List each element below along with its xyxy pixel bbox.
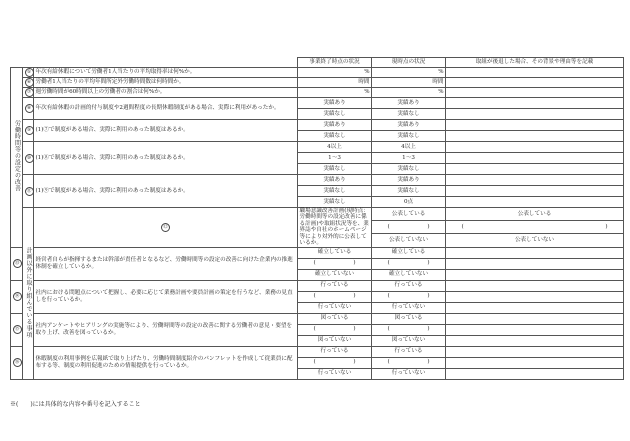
q14-reason-line-2[interactable] xyxy=(446,291,624,302)
q5-end-value[interactable]: % xyxy=(298,68,372,78)
q8-text: 年次有給休暇の計画的付与制度や2週間程度の長期休暇制度がある場合、実際に利用があったか。 xyxy=(34,98,298,120)
q16-reason-line-2[interactable] xyxy=(446,357,624,368)
header-row xyxy=(11,58,624,68)
q16-number: ⑯ xyxy=(13,358,22,367)
q13-text: 経営者自らが指揮するまたは幹部が責任者となるなど、労働時間等の設定の改善に向けた企業内の推進体制を確立しているか。 xyxy=(34,247,298,280)
q11-now-option-nashi[interactable]: 実績なし xyxy=(372,186,446,197)
q14-reason-line-3[interactable] xyxy=(446,302,624,313)
survey-table xyxy=(10,57,624,380)
q15-number: ⑮ xyxy=(13,325,22,334)
q8-reason-line-1[interactable] xyxy=(446,98,624,109)
q13-now-detail[interactable]: ( ) xyxy=(372,258,446,269)
q12-number: ⑫ xyxy=(161,223,170,232)
q10-end-option-nashi[interactable]: 実績なし xyxy=(298,164,372,175)
header-current-status: 現時点の状況 xyxy=(372,58,446,68)
q14-number: ⑭ xyxy=(13,292,22,301)
q9-now-option-nashi[interactable]: 実績なし xyxy=(372,131,446,142)
q9-text: (1)⑦で制度がある場合、実際に利用のあった制度はあるか。 xyxy=(34,120,298,142)
q10-end-option-4[interactable]: 4以上 xyxy=(298,142,372,153)
q10-text: (1)⑧で制度がある場合、実際に利用のあった制度はあるか。 xyxy=(34,142,298,175)
q8-end-option-ari[interactable]: 実績あり xyxy=(298,98,372,109)
section-label-2: 計画以外に取り組んでいる事項 xyxy=(23,208,34,380)
q6-now-value[interactable]: 時間 xyxy=(372,78,446,88)
q15-reason-line-3[interactable] xyxy=(446,335,624,346)
q13-reason-line-3[interactable] xyxy=(446,269,624,280)
row-q10-a xyxy=(11,142,624,153)
q7-text: 週労働時間が60時間以上の労働者の割合は何%か。 xyxy=(34,88,298,98)
q13-number: ⑬ xyxy=(13,259,22,268)
q12-now-option-ari[interactable]: 公表している xyxy=(446,208,624,221)
q5-number: ⑤ xyxy=(25,68,34,77)
q10-now-option-1-3[interactable]: 1～3 xyxy=(372,153,446,164)
row-q5 xyxy=(11,68,624,78)
q10-reason-line-3[interactable] xyxy=(446,164,624,175)
row-q6 xyxy=(11,78,624,88)
q15-end-option-ari[interactable]: 図っている xyxy=(298,313,372,324)
q12-end-option-nashi[interactable]: 公表していない xyxy=(372,234,446,247)
q13-end-option-ari[interactable]: 確立している xyxy=(298,247,372,258)
q11-reason-line-3[interactable] xyxy=(446,197,624,208)
q15-now-option-ari[interactable]: 図っている xyxy=(372,313,446,324)
q16-end-detail[interactable]: ( ) xyxy=(298,357,372,368)
q13-now-option-nashi[interactable]: 確立していない xyxy=(372,269,446,280)
q14-reason-line-1[interactable] xyxy=(446,280,624,291)
q11-reason-line-2[interactable] xyxy=(446,186,624,197)
q14-end-option-nashi[interactable]: 行っていない xyxy=(298,302,372,313)
q5-text: 年次有給休暇について労働者1人当たりの平均取得率は何%か。 xyxy=(34,68,298,78)
q6-end-value[interactable]: 時間 xyxy=(298,78,372,88)
q14-end-option-ari[interactable]: 行っている xyxy=(298,280,372,291)
q5-reason[interactable] xyxy=(446,68,624,78)
q12-now-option-nashi[interactable]: 公表していない xyxy=(446,234,624,247)
row-q8-a xyxy=(11,98,624,109)
q11-reason-line-1[interactable] xyxy=(446,175,624,186)
q9-now-option-ari[interactable]: 実績あり xyxy=(372,120,446,131)
q11-now-option-ari[interactable]: 実績あり xyxy=(372,175,446,186)
q11-now-option-0[interactable]: 0点 xyxy=(372,197,446,208)
q8-now-option-ari[interactable]: 実績あり xyxy=(372,98,446,109)
q11-end-option-ari[interactable]: 実績あり xyxy=(298,175,372,186)
q6-text: 労働者1人当たりの平均年間所定外労働時間数は何時間か。 xyxy=(34,78,298,88)
q14-text: 社内における問題点について把握し、必要に応じて業務計画や要員計画の策定を行うなど、業務の見直しを行っているか。 xyxy=(34,280,298,313)
q7-end-value[interactable]: % xyxy=(298,88,372,98)
header-reason: 取組が後退した場合、その背景や理由等を記載 xyxy=(446,58,624,68)
q13-now-option-ari[interactable]: 確立している xyxy=(372,247,446,258)
q10-now-option-nashi[interactable]: 実績なし xyxy=(372,164,446,175)
q8-now-option-nashi[interactable]: 実績なし xyxy=(372,109,446,120)
q15-reason-line-1[interactable] xyxy=(446,313,624,324)
q7-number: ⑦ xyxy=(25,88,34,97)
q13-end-detail[interactable]: ( ) xyxy=(298,258,372,269)
q6-number: ⑥ xyxy=(25,78,34,87)
header-end-status: 事業終了時点の状況 xyxy=(298,58,372,68)
q15-reason-line-2[interactable] xyxy=(446,324,624,335)
q13-end-option-nashi[interactable]: 確立していない xyxy=(298,269,372,280)
row-q11-a xyxy=(11,175,624,186)
q12-text: 職場意識改善計画(現時点：労働時間等の設定改善に係る計画)や取組状況等を、業界誌や自社のホームページ等により対外的に公表しているか。 xyxy=(298,208,372,248)
q9-reason-line-1[interactable] xyxy=(446,120,624,131)
q16-end-option-nashi[interactable]: 行っていない xyxy=(298,368,372,379)
row-q7 xyxy=(11,88,624,98)
q11-text: (1)⑨で制度がある場合、実際に利用のあった制度はあるか。 xyxy=(34,175,298,208)
q14-now-option-ari[interactable]: 行っている xyxy=(372,280,446,291)
q15-now-detail[interactable]: ( ) xyxy=(372,324,446,335)
q16-end-option-ari[interactable]: 行っている xyxy=(298,346,372,357)
q16-text: 休暇制度の利用事例を広報紙で取り上げたり、労働時間制度紹介のパンフレットを作成して従業員に配布する等、制度の利用促進のための情報提供を行っているか。 xyxy=(34,346,298,379)
q10-now-option-4[interactable]: 4以上 xyxy=(372,142,446,153)
q13-reason-line-2[interactable] xyxy=(446,258,624,269)
q11-number: ⑪ xyxy=(25,187,34,196)
q12-end-detail[interactable]: ( ) xyxy=(372,221,446,234)
q16-reason-line-1[interactable] xyxy=(446,346,624,357)
q15-end-detail[interactable]: ( ) xyxy=(298,324,372,335)
q14-end-detail[interactable]: ( ) xyxy=(298,291,372,302)
q6-reason[interactable] xyxy=(446,78,624,88)
q8-number: ⑧ xyxy=(25,104,34,113)
q16-now-option-ari[interactable]: 行っている xyxy=(372,346,446,357)
q11-end-option-nashi[interactable]: 実績なし xyxy=(298,186,372,197)
q12-end-option-ari[interactable]: 公表している xyxy=(372,208,446,221)
q7-reason[interactable] xyxy=(446,88,624,98)
q14-now-option-nashi[interactable]: 行っていない xyxy=(372,302,446,313)
row-q16-a xyxy=(11,346,624,357)
q14-now-detail[interactable]: ( ) xyxy=(372,291,446,302)
q9-end-option-ari[interactable]: 実績あり xyxy=(298,120,372,131)
q10-reason-line-2[interactable] xyxy=(446,153,624,164)
q15-end-option-nashi[interactable]: 図っていない xyxy=(298,335,372,346)
q13-reason-line-1[interactable] xyxy=(446,247,624,258)
q8-end-option-nashi[interactable]: 実績なし xyxy=(298,109,372,120)
row-q9-a xyxy=(11,120,624,131)
q15-text: 社内アンケートやヒアリングの実施等により、労働時間等の設定の改善に関する労働者の意見・要望を取り上げ、改善を図っているか。 xyxy=(34,313,298,346)
q9-end-option-nashi[interactable]: 実績なし xyxy=(298,131,372,142)
q5-now-value[interactable]: % xyxy=(372,68,446,78)
footnote: ※( )には具体的な内容や番号を記入すること xyxy=(10,401,141,408)
row-q13-a xyxy=(11,247,624,258)
q7-now-value[interactable]: % xyxy=(372,88,446,98)
q11-end-option-nashi-2[interactable]: 実績なし xyxy=(298,197,372,208)
q10-reason-line-1[interactable] xyxy=(446,142,624,153)
section-label-1: 労働時間等の設定の改善 xyxy=(11,68,23,248)
q10-end-option-1-3[interactable]: 1～3 xyxy=(298,153,372,164)
q9-number: ⑨ xyxy=(25,126,34,135)
q10-number: ⑩ xyxy=(25,154,34,163)
row-q14-a xyxy=(11,280,624,291)
q16-reason-line-3[interactable] xyxy=(446,368,624,379)
q8-reason-line-2[interactable] xyxy=(446,109,624,120)
q15-now-option-nashi[interactable]: 図っていない xyxy=(372,335,446,346)
q16-now-option-nashi[interactable]: 行っていない xyxy=(372,368,446,379)
row-q12-a xyxy=(11,208,624,221)
q9-reason-line-2[interactable] xyxy=(446,131,624,142)
q12-now-detail[interactable]: ( ) xyxy=(446,221,624,234)
row-q15-a xyxy=(11,313,624,324)
q16-now-detail[interactable]: ( ) xyxy=(372,357,446,368)
